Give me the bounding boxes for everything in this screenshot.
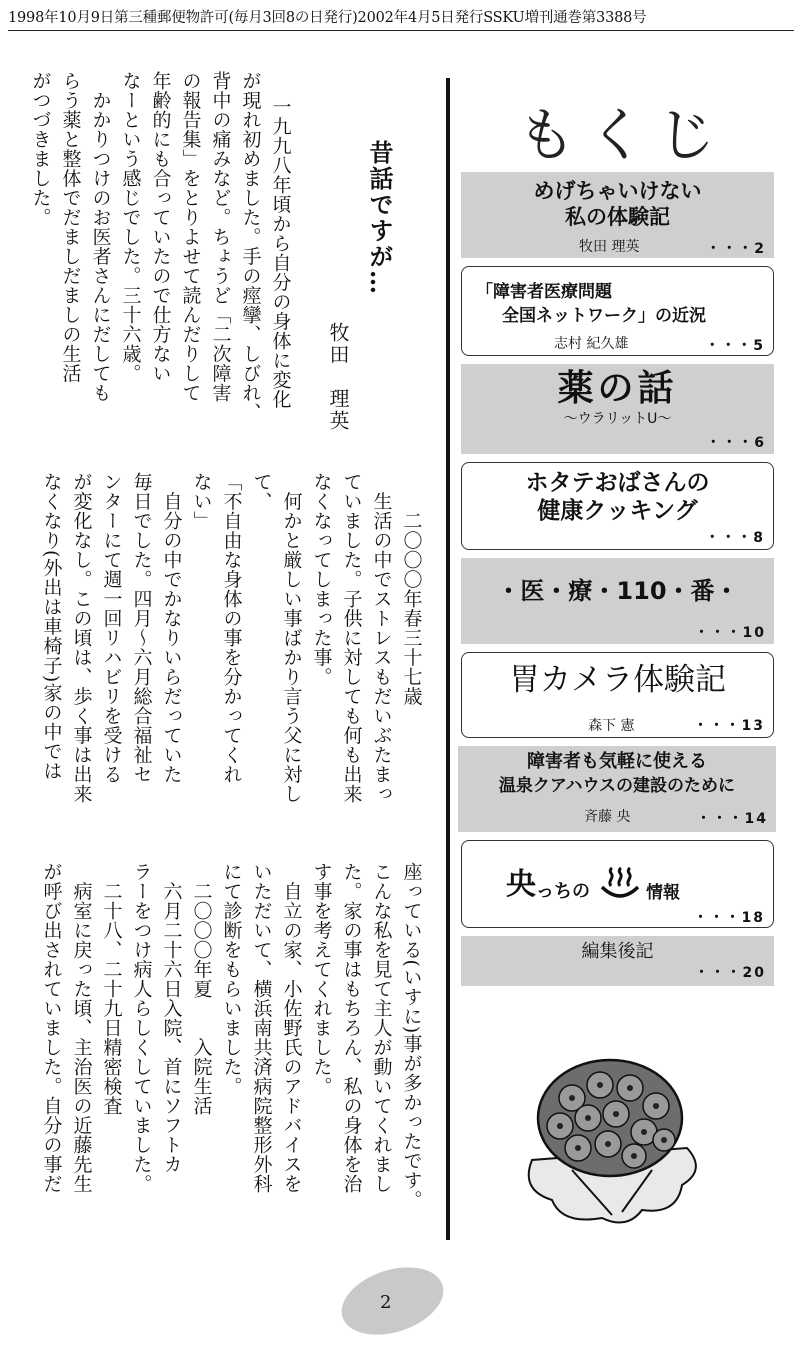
toc-entry-heading: めげちゃいけない <box>533 179 702 203</box>
header-rule <box>8 30 794 31</box>
toc-entry-heading-group <box>506 859 680 903</box>
text-column: 座っている(いすに)事が多かったです。 <box>400 862 423 1210</box>
toc-entry-heading: 「障害者医療問題 <box>476 282 612 302</box>
story-author: 牧田 理英 <box>326 322 350 432</box>
text-column: 病室に戻った頃、主治医の近藤先生 <box>70 862 93 1194</box>
header-publication-info: 1998年10月9日第三種郵便物許可(毎月3回8の日発行)2002年4月5日発行SSKU増刊通巻第3388号 <box>8 10 647 26</box>
toc-title: もくじ <box>517 101 728 169</box>
toc-entry-heading-line2: 温泉クアハウスの建設のために <box>498 776 736 796</box>
toc-entry-page: ・・・18 <box>693 910 765 926</box>
text-column: らう薬と整体でだましだましの生活 <box>59 71 82 383</box>
toc-entry-page: ・・・6 <box>706 435 766 451</box>
toc-entry-page: ・・・10 <box>694 625 766 641</box>
text-column: こんな私を見て主人が動いてくれまし <box>370 862 393 1194</box>
toc-entry-author: 牧田 理英 <box>579 239 640 255</box>
text-column: た。家の事はもちろん、私の身体を治 <box>340 862 363 1194</box>
text-column: ない」 <box>190 472 213 531</box>
text-column: がつづきました。 <box>29 71 52 227</box>
toc-entry-medicine[interactable] <box>461 364 774 454</box>
toc-entry-page: ・・・5 <box>705 338 765 354</box>
toc-entry-author: 志村 紀久雄 <box>554 336 629 352</box>
toc-entry-heading: ・医・療・110・番・ <box>496 577 739 605</box>
text-column: の報告集」をとりよせて読んだりして <box>179 71 202 403</box>
toc-entry-onsen-info[interactable] <box>461 840 774 928</box>
toc-entry-author: 森下 憲 <box>588 718 635 734</box>
toc-entry-gastrocamera[interactable] <box>461 652 774 738</box>
text-column: なくなり(外出は車椅子)家の中では <box>40 472 63 781</box>
toc-entry-heading: 障害者も気軽に使える <box>527 751 707 772</box>
column-divider <box>446 78 450 1240</box>
toc-entry-experience[interactable] <box>461 172 774 258</box>
text-column: なーという感じでした。三十六歳。 <box>119 71 142 383</box>
toc-entry-heading: 薬の話 <box>557 368 678 409</box>
page-header <box>0 0 800 36</box>
toc-entry-heading-line2: っちの <box>536 881 590 902</box>
text-column: 自立の家、小佐野氏のアドバイスを <box>280 862 303 1194</box>
text-column: ていました。子供に対しても何も出来 <box>340 472 363 804</box>
page-number-oval <box>333 1255 452 1346</box>
text-column: なくなってしまった事。 <box>310 472 333 687</box>
text-column: て、 <box>250 472 273 511</box>
text-column: す事を考えてくれました。 <box>310 862 333 1096</box>
text-column: 毎日でした。四月～六月総合福祉セ <box>130 472 153 784</box>
text-column: が呼び出されていました。自分の事だ <box>40 862 63 1194</box>
toc-entry-page: ・・・13 <box>693 718 765 734</box>
toc-entry-page: ・・・20 <box>694 965 766 981</box>
text-column: 背中の痛みなど。ちょうど「二次障害 <box>209 71 232 403</box>
toc-entry-heading: ホタテおばさんの <box>525 470 710 496</box>
hot-spring-icon <box>598 867 642 903</box>
text-column: 二〇〇〇年春三十七歳 <box>400 472 423 706</box>
text-column: 二〇〇〇年夏 入院生活 <box>190 862 213 1116</box>
toc-entry-heading-line2: ～ウラリットU～ <box>563 411 672 427</box>
story-title: 昔話ですが… <box>365 140 394 296</box>
text-column: 二十八、二十九日精密検査 <box>100 862 123 1116</box>
toc-entry-page: ・・・8 <box>705 530 765 546</box>
text-column: ラーをつけ病人らしくしていました。 <box>130 862 153 1194</box>
text-column: 六月二十六日入院、首にソフトカ <box>160 862 183 1174</box>
text-column: ンターにて週一回リハビリを受ける <box>100 472 123 784</box>
hydrangea-illustration <box>512 1040 712 1230</box>
toc-entry-heading: 胃カメラ体験記 <box>509 662 726 698</box>
text-column: 何かと厳しい事ばかり言う父に対し <box>280 472 303 804</box>
text-column: かかりつけのお医者さんにだしても <box>89 71 112 403</box>
toc-entry-heading-line2: 健康クッキング <box>537 498 698 524</box>
text-column: 年齢的にも合っていたので仕方ない <box>149 71 172 383</box>
text-column: 生活の中でストレスもだいぶたまっ <box>370 472 393 804</box>
toc-entry-editors-note[interactable] <box>461 936 774 986</box>
text-column: が現れ初めました。手の痙攣、しびれ、 <box>239 71 262 422</box>
text-column: が変化なし。この頃は、歩く事は出来 <box>70 472 93 804</box>
toc-entry-author: 斉藤 央 <box>584 809 631 825</box>
toc-entry-page: ・・・14 <box>696 811 768 827</box>
toc-entry-heading-line3: 情報 <box>646 883 680 903</box>
text-column: 自分の中でかなりいらだっていた <box>160 472 183 784</box>
toc-entry-heading: 央 <box>506 867 536 902</box>
toc-entry-hotline[interactable] <box>461 558 774 644</box>
page-number: 2 <box>380 1292 392 1313</box>
toc-entry-heading-line2: 全国ネットワーク」の近況 <box>502 306 706 326</box>
text-column: 「不自由な身体の事を分かってくれ <box>220 472 243 784</box>
toc-entry-page: ・・・2 <box>706 241 766 257</box>
toc-entry-network[interactable] <box>461 266 774 356</box>
toc-entry-heading: 編集後記 <box>581 941 654 962</box>
text-column: にて診断をもらいました。 <box>220 862 243 1096</box>
text-column: いただいて、横浜南共済病院整形外科 <box>250 862 273 1194</box>
toc-entry-cooking[interactable] <box>461 462 774 550</box>
text-column: 一九九八年頃から自分の身体に変化 <box>269 97 292 409</box>
toc-entry-heading-line2: 私の体験記 <box>565 205 670 229</box>
toc-entry-onsen-project[interactable] <box>458 746 776 832</box>
